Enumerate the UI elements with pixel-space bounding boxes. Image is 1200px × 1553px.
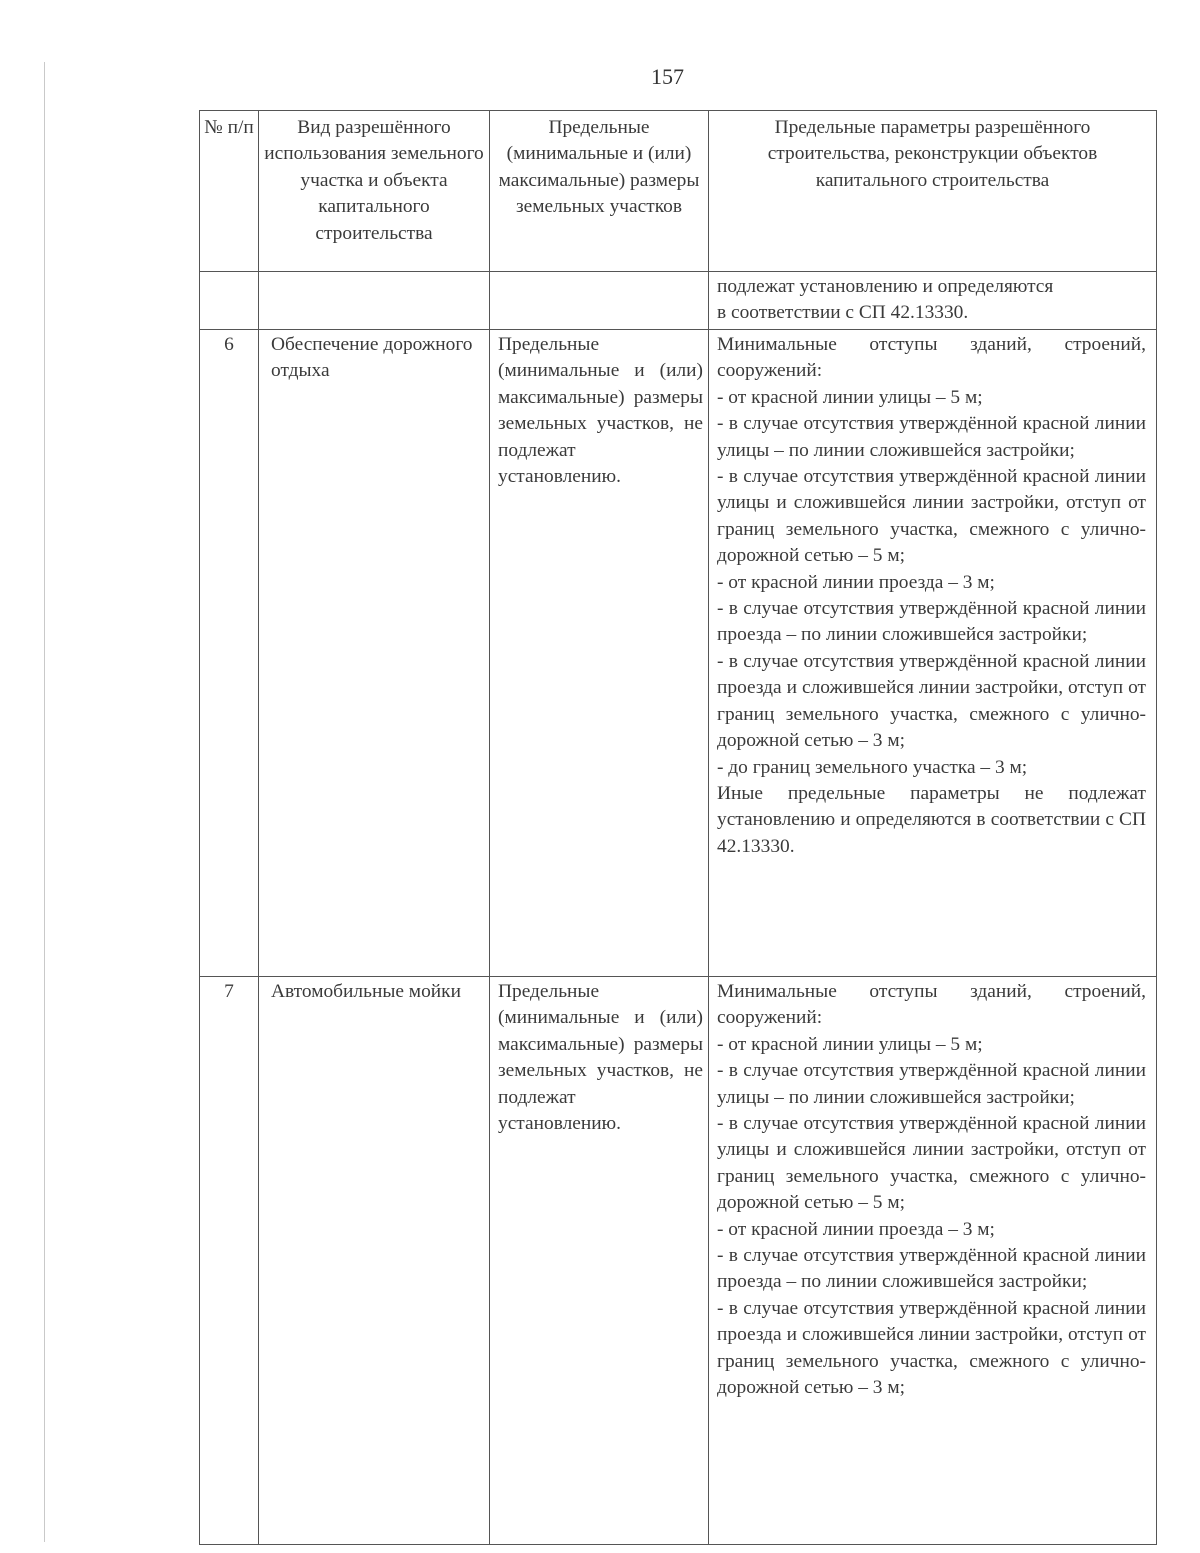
table-row-continuation (200, 272, 1157, 330)
param-item: - в случае отсутствия утверждённой красной линии улицы – по линии сложившейся застройки; (717, 1060, 1146, 1108)
param-line: в соответствии с СП 42.13330. (717, 302, 969, 324)
param-item: Иные предельные параметры не подлежат установлению и определяются в соответствии с СП 42.13330. (717, 782, 1146, 857)
param-item: Минимальные отступы зданий, строений, сооружений: (717, 334, 1146, 382)
param-item: Минимальные отступы зданий, строений, сооружений: (717, 981, 1146, 1029)
cell-parameters (709, 272, 1157, 330)
param-item: - в случае отсутствия утверждённой красной линии проезда и сложившейся линии застройки, отступ от границ земельного участка, смежного с улично-дорожной сетью – 3 м; (717, 1297, 1146, 1399)
param-line: подлежат установлению и определяются (717, 276, 1054, 297)
param-item: - от красной линии проезда – 3 м; (717, 1218, 995, 1240)
cell-parameters (709, 977, 1157, 1545)
cell-number: 6 (200, 330, 259, 977)
table-row (200, 330, 1157, 977)
cell-plot-size: Предельные (минимальные и (или) максимальные) размеры земельных участков, не подлежат установлению. (490, 977, 709, 1545)
param-item: - от красной линии улицы – 5 м; (717, 1033, 983, 1055)
param-item: - от красной линии проезда – 3 м; (717, 571, 995, 593)
param-item: - в случае отсутствия утверждённой красной линии улицы – по линии сложившейся застройки; (717, 413, 1146, 461)
margin-line (44, 62, 45, 1542)
cell-parameters (709, 330, 1157, 977)
header-parameters: Предельные параметры разрешённого строительства, реконструкции объектов капитального строительства (709, 111, 1157, 272)
cell-number (200, 272, 259, 330)
header-use-type: Вид разрешённого использования земельного участка и объекта капитального строительства (259, 111, 490, 272)
param-item: - в случае отсутствия утверждённой красной линии улицы и сложившейся линии застройки, отступ от границ земельного участка, смежного с улично-дорожной сетью – 5 м; (717, 466, 1146, 567)
cell-plot-size (490, 272, 709, 330)
header-plot-size: Предельные (минимальные и (или) максимальные) размеры земельных участков (490, 111, 709, 272)
cell-number: 7 (200, 977, 259, 1545)
cell-plot-size: Предельные (минимальные и (или) максимальные) размеры земельных участков, не подлежат установлению. (490, 330, 709, 977)
param-item: - от красной линии улицы – 5 м; (717, 386, 983, 408)
param-item: - в случае отсутствия утверждённой красной линии проезда – по линии сложившейся застройки; (717, 598, 1146, 646)
param-item: - в случае отсутствия утверждённой красной линии улицы и сложившейся линии застройки, отступ от границ земельного участка, смежного с улично-дорожной сетью – 5 м; (717, 1113, 1146, 1214)
header-number: № п/п (200, 111, 259, 272)
table-row (200, 977, 1157, 1545)
regulations-table (199, 110, 1157, 1545)
cell-use-type: Автомобильные мойки (259, 977, 490, 1545)
cell-use-type: Обеспечение дорожного отдыха (259, 330, 490, 977)
param-item: - в случае отсутствия утверждённой красной линии проезда – по линии сложившейся застройки; (717, 1245, 1146, 1293)
page-number: 157 (651, 64, 684, 89)
cell-use-type (259, 272, 490, 330)
param-item: - в случае отсутствия утверждённой красной линии проезда и сложившейся линии застройки, отступ от границ земельного участка, смежного с улично-дорожной сетью – 3 м; (717, 650, 1146, 752)
table-header-row (200, 111, 1157, 272)
param-item: - до границ земельного участка – 3 м; (717, 756, 1028, 778)
